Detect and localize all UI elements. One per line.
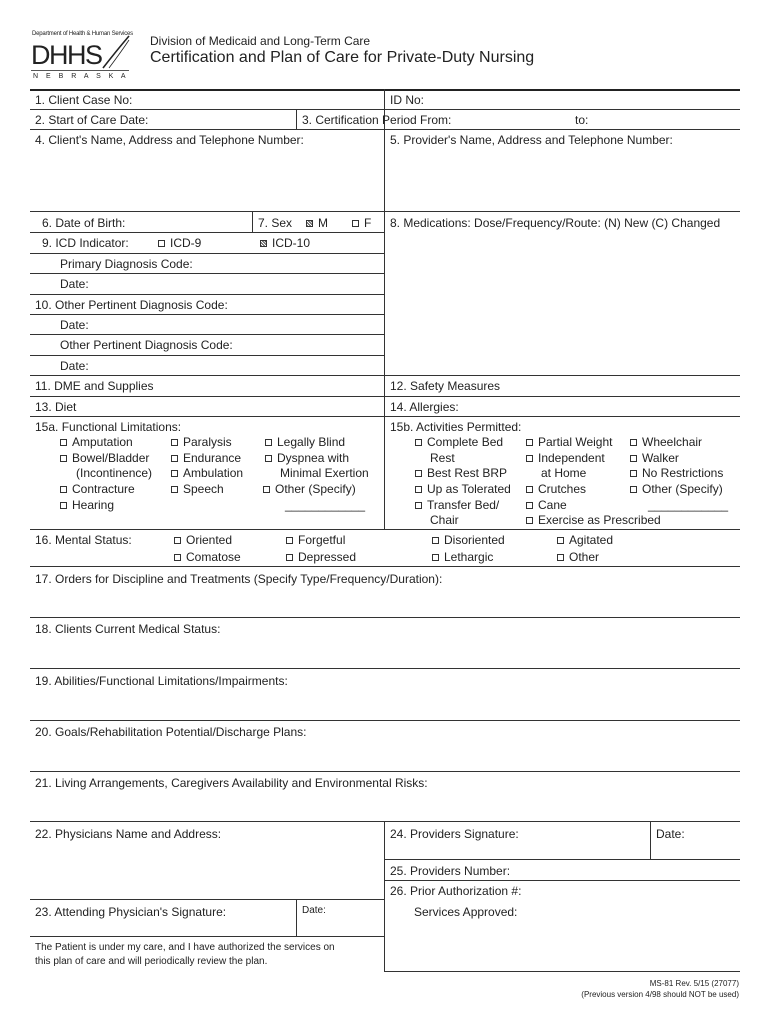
dept-name: Department of Health & Human Services	[32, 31, 133, 37]
endurance-checkbox[interactable]: Endurance	[171, 451, 241, 465]
diet-label: 13. Diet	[35, 400, 77, 414]
cane-checkbox[interactable]: Cane	[526, 498, 567, 512]
contracture-checkbox[interactable]: Contracture	[60, 482, 135, 496]
abilities-label: 19. Abilities/Functional Limitations/Impairments:	[35, 674, 288, 688]
physicians-name-label: 22. Physicians Name and Address:	[35, 827, 222, 841]
orders-label: 17. Orders for Discipline and Treatments (Specify Type/Frequency/Duration):	[35, 572, 443, 586]
sex-f-checkbox[interactable]: F	[352, 216, 371, 230]
client-case-no-label: 1. Client Case No:	[35, 93, 133, 107]
partial-weight-checkbox[interactable]: Partial Weight	[526, 435, 612, 449]
providers-signature-date-label: Date:	[656, 827, 685, 841]
dme-supplies-label: 11. DME and Supplies	[35, 379, 154, 393]
logo-rule	[31, 70, 129, 71]
other-dx-2-date-label: Date:	[60, 359, 89, 373]
other-diagnosis-label: 10. Other Pertinent Diagnosis Code:	[35, 298, 228, 312]
disoriented-checkbox[interactable]: Disoriented	[432, 533, 505, 547]
best-rest-brp-checkbox[interactable]: Best Rest BRP	[415, 466, 507, 480]
icd9-checkbox[interactable]: ICD-9	[158, 236, 201, 250]
walker-checkbox[interactable]: Walker	[630, 451, 679, 465]
amputation-checkbox[interactable]: Amputation	[60, 435, 133, 449]
paralysis-checkbox[interactable]: Paralysis	[171, 435, 232, 449]
sex-label: 7. Sex	[258, 216, 293, 230]
incontinence-label: (Incontinence)	[76, 466, 153, 480]
allergies-label: 14. Allergies:	[390, 400, 459, 414]
form-title: Certification and Plan of Care for Private-Duty Nursing	[150, 49, 535, 66]
provider-name-address-label: 5. Provider's Name, Address and Telephone Number:	[390, 133, 673, 147]
primary-dx-date-label: Date:	[60, 277, 89, 291]
forgetful-checkbox[interactable]: Forgetful	[286, 533, 345, 547]
exercise-checkbox[interactable]: Exercise as Prescribed	[526, 513, 661, 527]
crutches-checkbox[interactable]: Crutches	[526, 482, 586, 496]
transfer-bed-checkbox[interactable]: Transfer Bed/	[415, 498, 499, 512]
at-home-label: at Home	[541, 466, 587, 480]
division-name: Division of Medicaid and Long-Term Care	[150, 34, 371, 48]
providers-signature-label: 24. Providers Signature:	[390, 827, 519, 841]
chair-label: Chair	[430, 513, 459, 527]
complete-bed-rest-checkbox[interactable]: Complete Bed	[415, 435, 503, 449]
other-diagnosis-2-label: Other Pertinent Diagnosis Code:	[60, 338, 233, 352]
rest-label: Rest	[430, 451, 455, 465]
state-name: N E B R A S K A	[33, 73, 129, 80]
activities-other-blank[interactable]: ____________	[648, 498, 729, 512]
bowel-bladder-checkbox[interactable]: Bowel/Bladder	[60, 451, 149, 465]
previous-version-note: (Previous version 4/98 should NOT be used)	[581, 990, 739, 999]
attestation-line-1: The Patient is under my care, and I have authorized the services on	[35, 942, 335, 953]
living-arrangements-label: 21. Living Arrangements, Caregivers Availability and Environmental Risks:	[35, 776, 428, 790]
legally-blind-checkbox[interactable]: Legally Blind	[265, 435, 345, 449]
depressed-checkbox[interactable]: Depressed	[286, 550, 356, 564]
icd10-checkbox[interactable]: ICD-10	[260, 236, 310, 250]
comatose-checkbox[interactable]: Comatose	[174, 550, 241, 564]
medications-label: 8. Medications: Dose/Frequency/Route: (N) New (C) Changed	[390, 216, 721, 230]
mental-other-checkbox[interactable]: Other	[557, 550, 599, 564]
agitated-checkbox[interactable]: Agitated	[557, 533, 613, 547]
mental-status-label: 16. Mental Status:	[35, 533, 132, 547]
other-dx-date-label: Date:	[60, 318, 89, 332]
activities-permitted-label: 15b. Activities Permitted:	[390, 420, 522, 434]
attending-signature-label: 23. Attending Physician's Signature:	[35, 905, 227, 919]
lethargic-checkbox[interactable]: Lethargic	[432, 550, 493, 564]
id-no-label: ID No:	[390, 93, 425, 107]
functional-limitations-label: 15a. Functional Limitations:	[35, 420, 182, 434]
logo-swoosh-icon	[101, 34, 131, 69]
up-as-tolerated-checkbox[interactable]: Up as Tolerated	[415, 482, 511, 496]
goals-label: 20. Goals/Rehabilitation Potential/Discharge Plans:	[35, 725, 307, 739]
limitations-other-blank[interactable]: ____________	[285, 498, 366, 512]
attestation-line-2: this plan of care and will periodically review the plan.	[35, 956, 268, 967]
icd-indicator-label: 9. ICD Indicator:	[42, 236, 129, 250]
start-of-care-label: 2. Start of Care Date:	[35, 113, 149, 127]
client-name-address-label: 4. Client's Name, Address and Telephone Number:	[35, 133, 304, 147]
wheelchair-checkbox[interactable]: Wheelchair	[630, 435, 702, 449]
providers-number-label: 25. Providers Number:	[390, 864, 511, 878]
services-approved-label: Services Approved:	[414, 905, 518, 919]
primary-diagnosis-label: Primary Diagnosis Code:	[60, 257, 193, 271]
oriented-checkbox[interactable]: Oriented	[174, 533, 232, 547]
hearing-checkbox[interactable]: Hearing	[60, 498, 114, 512]
dhhs-logo: DHHS	[31, 40, 102, 70]
minimal-exertion-label: Minimal Exertion	[280, 466, 369, 480]
certification-to-label: to:	[575, 113, 589, 127]
no-restrictions-checkbox[interactable]: No Restrictions	[630, 466, 723, 480]
dyspnea-checkbox[interactable]: Dyspnea with	[265, 451, 349, 465]
form-number: MS-81 Rev. 5/15 (27077)	[649, 979, 739, 988]
activities-other-checkbox[interactable]: Other (Specify)	[630, 482, 723, 496]
sex-m-checkbox[interactable]: M	[306, 216, 328, 230]
safety-measures-label: 12. Safety Measures	[390, 379, 501, 393]
certification-period-label: 3. Certification Period From:	[302, 113, 452, 127]
independent-checkbox[interactable]: Independent	[526, 451, 605, 465]
limitations-other-checkbox[interactable]: Other (Specify)	[263, 482, 356, 496]
attending-signature-date-label: Date:	[302, 905, 326, 916]
ambulation-checkbox[interactable]: Ambulation	[171, 466, 243, 480]
medical-status-label: 18. Clients Current Medical Status:	[35, 622, 221, 636]
prior-authorization-label: 26. Prior Authorization #:	[390, 884, 522, 898]
date-of-birth-label: 6. Date of Birth:	[42, 216, 126, 230]
speech-checkbox[interactable]: Speech	[171, 482, 224, 496]
